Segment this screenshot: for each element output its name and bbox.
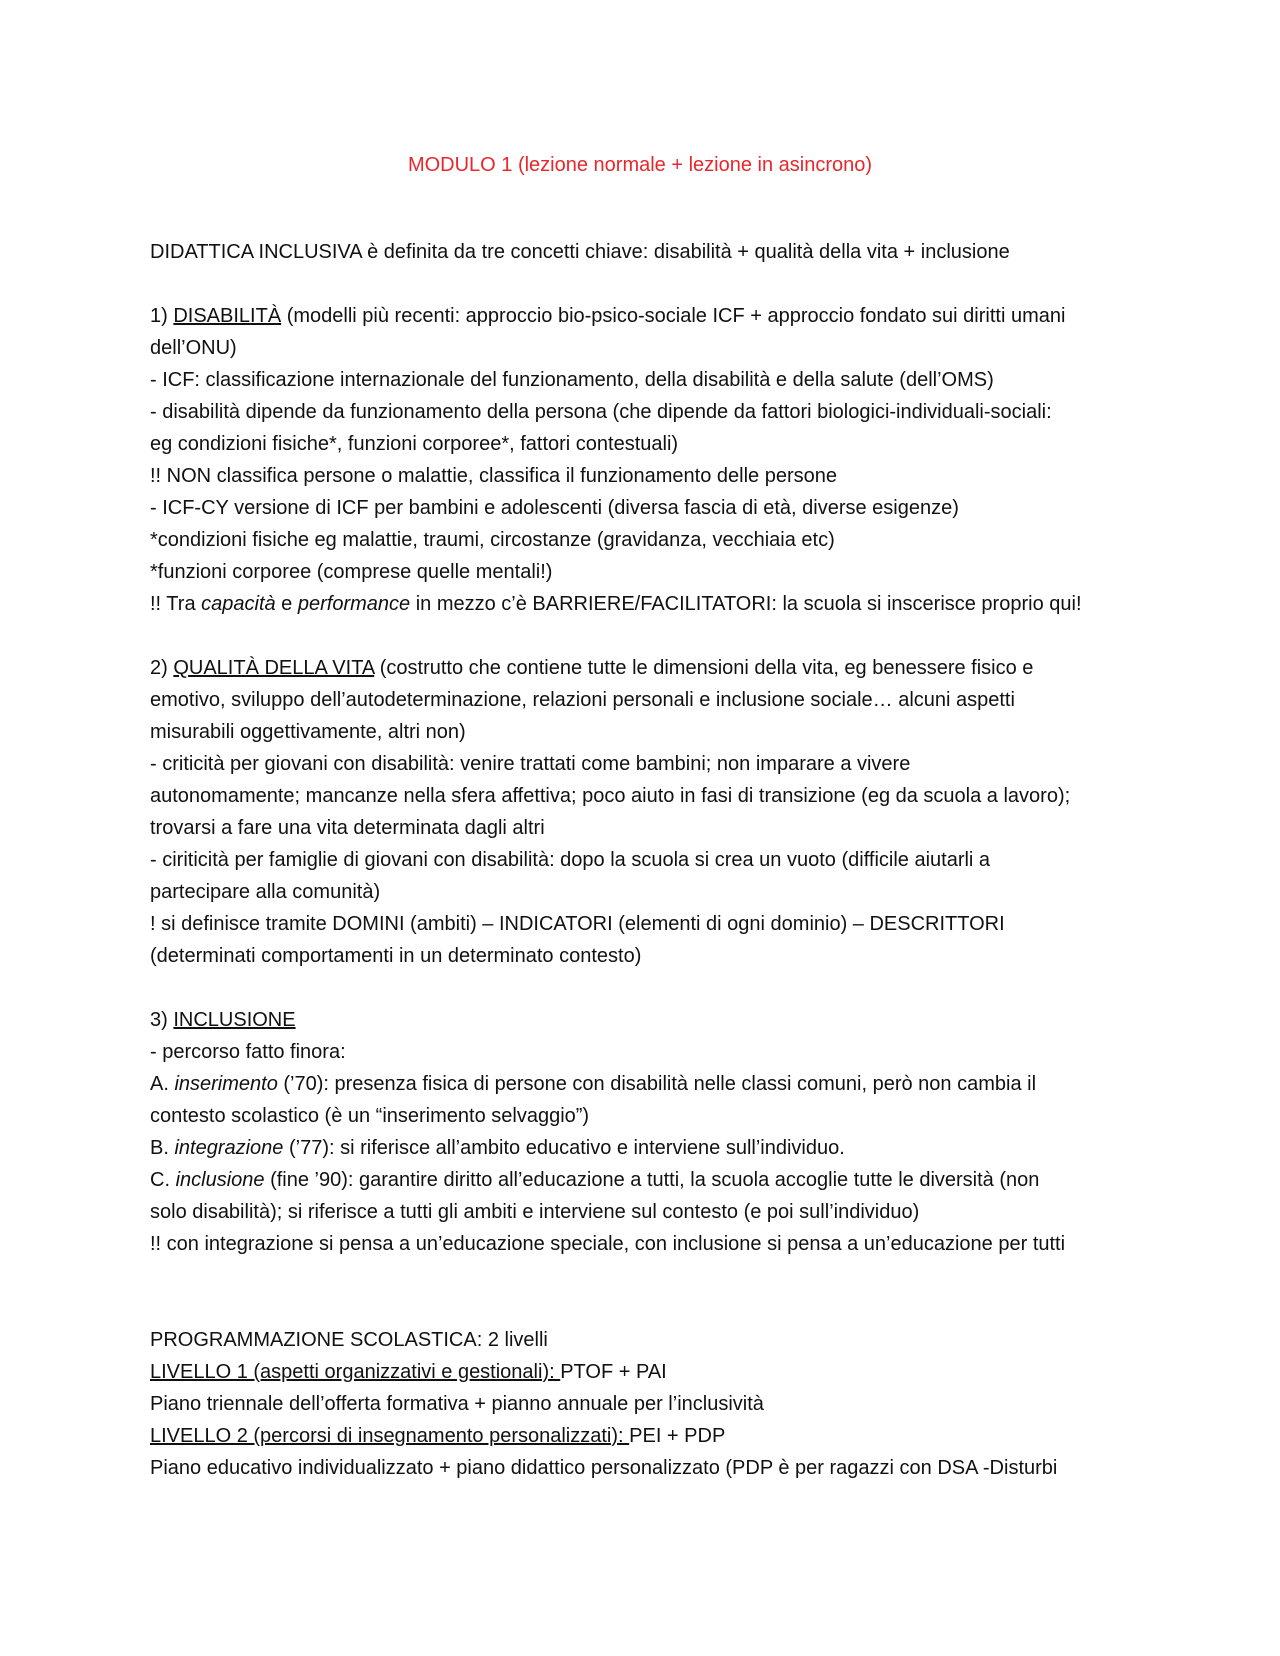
text-line: *condizioni fisiche eg malattie, traumi, circostanze (gravidanza, vecchiaia etc)	[150, 529, 835, 551]
text-line: partecipare alla comunità)	[150, 881, 381, 903]
text-line: ! si definisce tramite DOMINI (ambiti) – INDICATORI (elementi di ogni dominio) – DESCRITTORI	[150, 913, 1005, 935]
text-line: - percorso fatto finora:	[150, 1041, 346, 1063]
text-line: *funzioni corporee (comprese quelle mentali!)	[150, 561, 553, 583]
level-2-line: LIVELLO 2 (percorsi di insegnamento personalizzati): PEI + PDP	[150, 1425, 726, 1447]
text-line: (determinati comportamenti in un determinato contesto)	[150, 945, 642, 967]
section-1-heading-line: 1) DISABILITÀ (modelli più recenti: approccio bio-psico-sociale ICF + approccio fondato sui diritti umani	[150, 305, 1066, 327]
section-3-heading-line: 3) INCLUSIONE	[150, 1009, 296, 1031]
text-line: - ciriticità per famiglie di giovani con disabilità: dopo la scuola si crea un vuoto (difficile aiutarli a	[150, 849, 991, 871]
text-line: emotivo, sviluppo dell’autodeterminazione, relazioni personali e inclusione sociale… alcuni aspetti	[150, 689, 1015, 711]
section-2-heading-line: 2) QUALITÀ DELLA VITA (costrutto che contiene tutte le dimensioni della vita, eg benessere fisico e	[150, 657, 1034, 679]
level-1-line: LIVELLO 1 (aspetti organizzativi e gestionali): PTOF + PAI	[150, 1361, 667, 1383]
text-line: solo disabilità); si riferisce a tutti gli ambiti e interviene sul contesto (e poi sull’individuo)	[150, 1201, 920, 1223]
section-heading-inclusione: INCLUSIONE	[173, 1009, 296, 1031]
text-line: autonomamente; mancanze nella sfera affettiva; poco aiuto in fasi di transizione (eg da scuola a lavoro);	[150, 785, 1071, 807]
text-line: !! NON classifica persone o malattie, classifica il funzionamento delle persone	[150, 465, 837, 487]
text-line: contesto scolastico (è un “inserimento selvaggio”)	[150, 1105, 590, 1127]
text-line: - ICF: classificazione internazionale del funzionamento, della disabilità e della salute (dell’OMS)	[150, 369, 994, 391]
intro-paragraph: DIDATTICA INCLUSIVA è definita da tre concetti chiave: disabilità + qualità della vita + inclusione	[150, 241, 1010, 263]
document-body	[150, 236, 1130, 1484]
text-line: Piano educativo individualizzato + piano didattico personalizzato (PDP è per ragazzi con DSA -Disturbi	[150, 1457, 1058, 1479]
text-line: Piano triennale dell’offerta formativa + pianno annuale per l’inclusività	[150, 1393, 764, 1415]
text-line: !! Tra capacità e performance in mezzo c’è BARRIERE/FACILITATORI: la scuola si inscerisce proprio qui!	[150, 593, 1082, 615]
text-line: eg condizioni fisiche*, funzioni corporee*, fattori contestuali)	[150, 433, 679, 455]
page-title: MODULO 1 (lezione normale + lezione in asincrono)	[407, 154, 873, 176]
text-line: !! con integrazione si pensa a un’educazione speciale, con inclusione si pensa a un’educazione per tutti	[150, 1233, 1066, 1255]
text-line: misurabili oggettivamente, altri non)	[150, 721, 466, 743]
section-heading-disabilita: DISABILITÀ	[173, 305, 282, 327]
text-line: - disabilità dipende da funzionamento della persona (che dipende da fattori biologici-individuali-sociali:	[150, 401, 1052, 423]
text-line: dell’ONU)	[150, 337, 237, 359]
section-heading-qualita-della-vita: QUALITÀ DELLA VITA	[173, 657, 375, 679]
list-item-a: A. inserimento (’70): presenza fisica di persone con disabilità nelle classi comuni, però non cambia il	[150, 1073, 1037, 1095]
text-line: trovarsi a fare una vita determinata dagli altri	[150, 817, 545, 839]
text-line: - criticità per giovani con disabilità: venire trattati come bambini; non imparare a vivere	[150, 753, 911, 775]
text-line: - ICF-CY versione di ICF per bambini e adolescenti (diversa fascia di età, diverse esigenze)	[150, 497, 959, 519]
programmazione-heading: PROGRAMMAZIONE SCOLASTICA: 2 livelli	[150, 1329, 548, 1351]
list-item-b: B. integrazione (’77): si riferisce all’ambito educativo e interviene sull’individuo.	[150, 1137, 845, 1159]
list-item-c: C. inclusione (fine ’90): garantire diritto all’educazione a tutti, la scuola accoglie tutte le diversità (non	[150, 1169, 1040, 1191]
